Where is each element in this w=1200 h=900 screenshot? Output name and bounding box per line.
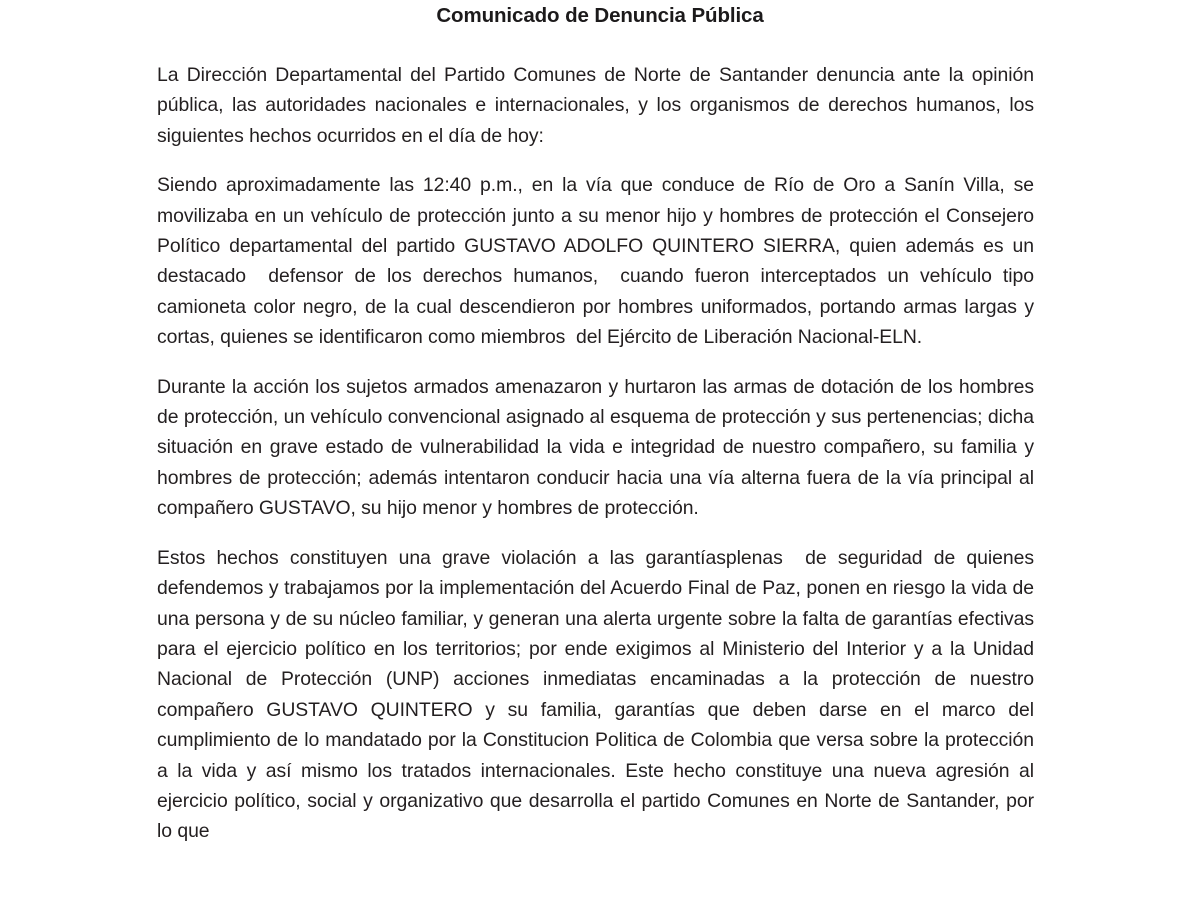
paragraph-intro: La Dirección Departamental del Partido Comunes de Norte de Santander denuncia ante la opinión pública, las autoridades nacionales e internacionales, y los organismos de derechos humanos, los siguientes hechos ocurridos en el día de hoy: [157,64,1040,147]
paragraph-hechos: Siendo aproximadamente las 12:40 p.m., en la vía que conduce de Río de Oro a Sanín Villa, se movilizaba en un vehículo de protección junto a su menor hijo y hombres de protección el Consejero Político departamental del partido GUSTAVO ADOLFO QUINTERO SIERRA, quien además es un destacado defensor de los derechos humanos, cuando fueron interceptados un vehículo tipo camioneta color negro, de la cual descendieron por hombres uniformados, portando armas largas y cortas, quienes se identificaron como miembros del Ejército de Liberación Nacional-ELN. [157,174,1040,349]
paragraph-exigencias: Estos hechos constituyen una grave violación a las garantíasplenas de seguridad de quienes defendemos y trabajamos por la implementación del Acuerdo Final de Paz, ponen en riesgo la vida de una persona y de su núcleo familiar, y generan una alerta urgente sobre la falta de garantías efectivas para el ejercicio político en los territorios; por ende exigimos al Ministerio del Interior y a la Unidad Nacional de Protección (UNP) acciones inmediatas encaminadas a la protección de nuestro compañero GUSTAVO QUINTERO y su familia, garantías que deben darse en el marco del cumplimiento de lo mandatado por la Constitucion Politica de Colombia que versa sobre la protección a la vida y así mismo los tratados internacionales. Este hecho constituye una nueva agresión al ejercicio político, social y organizativo que desarrolla el partido Comunes en Norte de Santander, por lo que [157,546,1040,843]
page-title: Comunicado de Denuncia Pública [436,4,764,27]
document-body [157,60,1040,847]
paragraph-accion: Durante la acción los sujetos armados amenazaron y hurtaron las armas de dotación de los hombres de protección, un vehículo convencional asignado al esquema de protección y sus pertenencias; dicha situación en grave estado de vulnerabilidad la vida e integridad de nuestro compañero, su familia y hombres de protección; además intentaron conducir hacia una vía alterna fuera de la vía principal al compañero GUSTAVO, su hijo menor y hombres de protección. [157,375,1040,520]
